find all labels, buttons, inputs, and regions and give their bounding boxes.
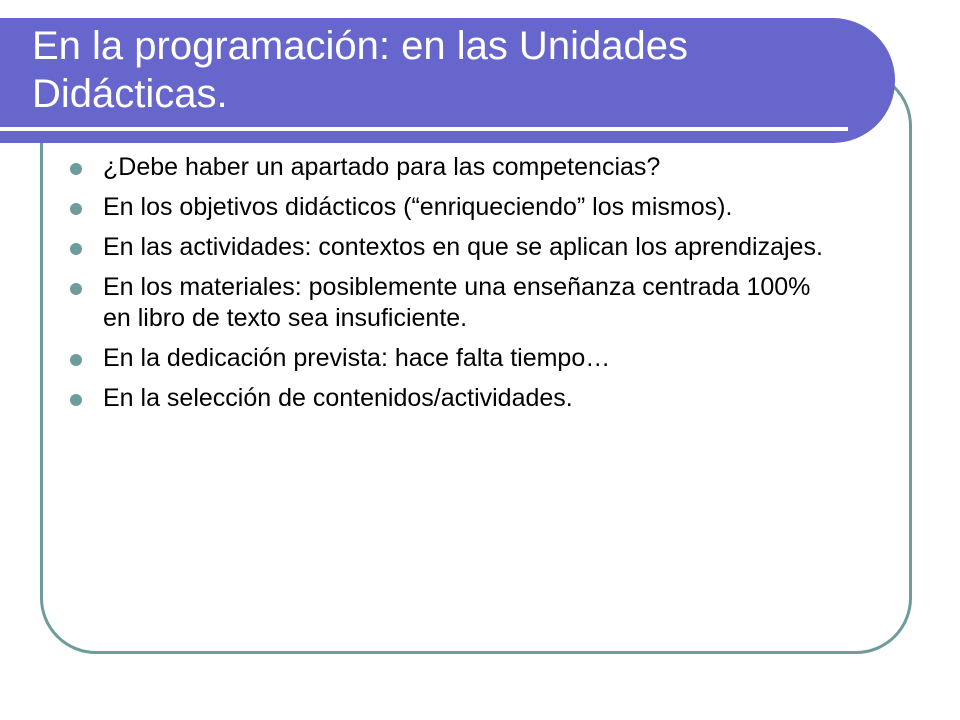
bullet-item-materiales [70, 272, 830, 334]
bullet-icon [70, 243, 82, 255]
bullet-item-objetivos [70, 192, 830, 223]
title-underline [0, 127, 848, 131]
bullet-icon [70, 394, 82, 406]
bullet-item-actividades [70, 232, 830, 263]
bullet-text: En la selección de contenidos/actividades. [103, 384, 573, 412]
bullet-icon [70, 163, 82, 175]
bullet-icon [70, 354, 82, 366]
bullet-item-seleccion [70, 383, 830, 414]
bullet-text: En los materiales: posiblemente una enseñanza centrada 100% en libro de texto sea insuficiente. [103, 273, 811, 332]
bullet-text: ¿Debe haber un apartado para las competencias? [103, 153, 661, 181]
bullet-text: En los objetivos didácticos (“enriqueciendo” los mismos). [103, 193, 733, 221]
bullet-list [70, 152, 830, 423]
bullet-icon [70, 203, 82, 215]
bullet-text: En la dedicación prevista: hace falta tiempo… [103, 344, 611, 372]
bullet-item-competencias [70, 152, 830, 183]
bullet-item-dedicacion [70, 343, 830, 374]
slide-title: En la programación: en las Unidades Didácticas. [32, 24, 688, 116]
bullet-text: En las actividades: contextos en que se aplican los aprendizajes. [103, 233, 823, 261]
bullet-icon [70, 283, 82, 295]
